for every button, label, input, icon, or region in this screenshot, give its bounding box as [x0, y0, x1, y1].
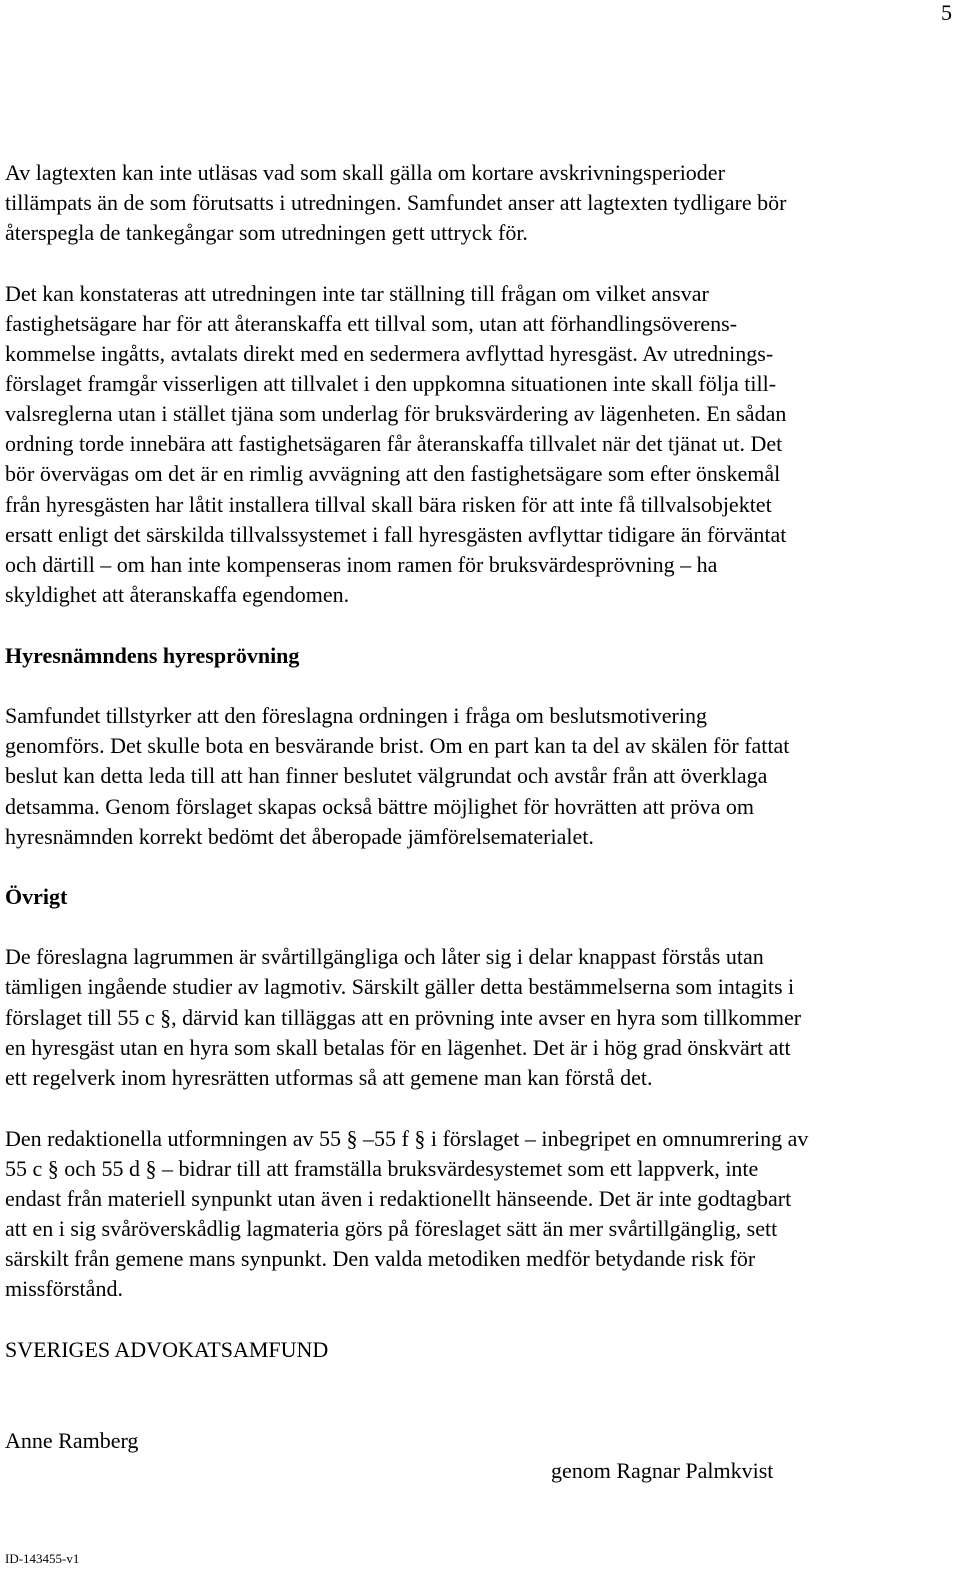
text-line: kommelse ingåtts, avtalats direkt med en sedermera avflyttad hyresgäst. Av utrednings-: [5, 341, 774, 366]
text-line: Av lagtexten kan inte utläsas vad som skall gälla om kortare avskrivningsperioder: [5, 160, 725, 185]
text-line: 55 c § och 55 d § – bidrar till att framställa bruksvärdesystemet som ett lappverk, inte: [5, 1156, 759, 1181]
text-line: en hyresgäst utan en hyra som skall betalas för en lägenhet. Det är i hög grad önskvärt att: [5, 1035, 791, 1060]
text-line: Det kan konstateras att utredningen inte tar ställning till frågan om vilket ansvar: [5, 281, 709, 306]
text-line: skyldighet att återanskaffa egendomen.: [5, 582, 350, 607]
text-line: endast från materiell synpunkt utan även i redaktionellt hänseende. Det är inte godtagbart: [5, 1186, 792, 1211]
text-line: beslut kan detta leda till att han finner beslutet välgrundat och avstår från att överklaga: [5, 763, 768, 788]
text-line: De föreslagna lagrummen är svårtillgängliga och låter sig i delar knappast förstås utan: [5, 944, 764, 969]
signed-via: genom Ragnar Palmkvist: [551, 1458, 774, 1483]
signer-name: Anne Ramberg: [5, 1428, 139, 1453]
text-line: ett regelverk inom hyresrätten utformas så att gemene man kan förstå det.: [5, 1065, 653, 1090]
text-line: detsamma. Genom förslaget skapas också bättre möjlighet för hovrätten att pröva om: [5, 794, 754, 819]
page-number: 5: [941, 0, 952, 25]
text-line: att en i sig svåröverskådlig lagmateria görs på föreslaget sätt än mer svårtillgänglig, sett: [5, 1216, 778, 1241]
text-line: Samfundet tillstyrker att den föreslagna ordningen i fråga om beslutsmotivering: [5, 703, 707, 728]
section-heading-ovrigt: Övrigt: [5, 884, 68, 909]
document-id: ID-143455-v1: [5, 1551, 80, 1566]
text-line: valsreglerna utan i stället tjäna som underlag för bruksvärdering av lägenheten. En sådan: [5, 401, 787, 426]
text-line: hyresnämnden korrekt bedömt det åberopade jämförelsematerialet.: [5, 824, 594, 849]
text-line: återspegla de tankegångar som utredningen gett uttryck för.: [5, 220, 528, 245]
text-line: tämligen ingående studier av lagmotiv. Särskilt gäller detta bestämmelserna som intagits i: [5, 974, 795, 999]
text-line: bör övervägas om det är en rimlig avvägning att den fastighetsägare som efter önskemål: [5, 461, 781, 486]
text-line: ersatt enligt det särskilda tillvalssystemet i fall hyresgästen avflyttar tidigare än förväntat: [5, 522, 787, 547]
text-line: från hyresgästen har låtit installera tillval skall bära risken för att inte få tillvalsobjektet: [5, 492, 772, 517]
text-line: särskilt från gemene mans synpunkt. Den valda metodiken medför betydande risk för: [5, 1246, 756, 1271]
text-line: fastighetsägare har för att återanskaffa ett tillval som, utan att förhandlingsöverens-: [5, 311, 738, 336]
text-line: och därtill – om han inte kompenseras inom ramen för bruksvärdesprövning – ha: [5, 552, 718, 577]
text-line: ordning torde innebära att fastighetsägaren får återanskaffa tillvalet när det tjänat ut. Det: [5, 431, 783, 456]
text-line: genomförs. Det skulle bota en besvärande brist. Om en part kan ta del av skälen för fattat: [5, 733, 790, 758]
text-line: tillämpats än de som förutsatts i utredningen. Samfundet anser att lagtexten tydligare bör: [5, 190, 787, 215]
text-line: Den redaktionella utformningen av 55 § –55 f § i förslaget – inbegripet en omnumrering av: [5, 1126, 809, 1151]
section-heading-hyresprovning: Hyresnämndens hyresprövning: [5, 643, 300, 668]
organization-name: SVERIGES ADVOKATSAMFUND: [5, 1337, 329, 1362]
text-line: missförstånd.: [5, 1276, 123, 1301]
text-line: förslaget framgår visserligen att tillvalet i den uppkomna situationen inte skall följa till-: [5, 371, 777, 396]
text-line: förslaget till 55 c §, därvid kan tilläggas att en prövning inte avser en hyra som tillkommer: [5, 1005, 802, 1030]
